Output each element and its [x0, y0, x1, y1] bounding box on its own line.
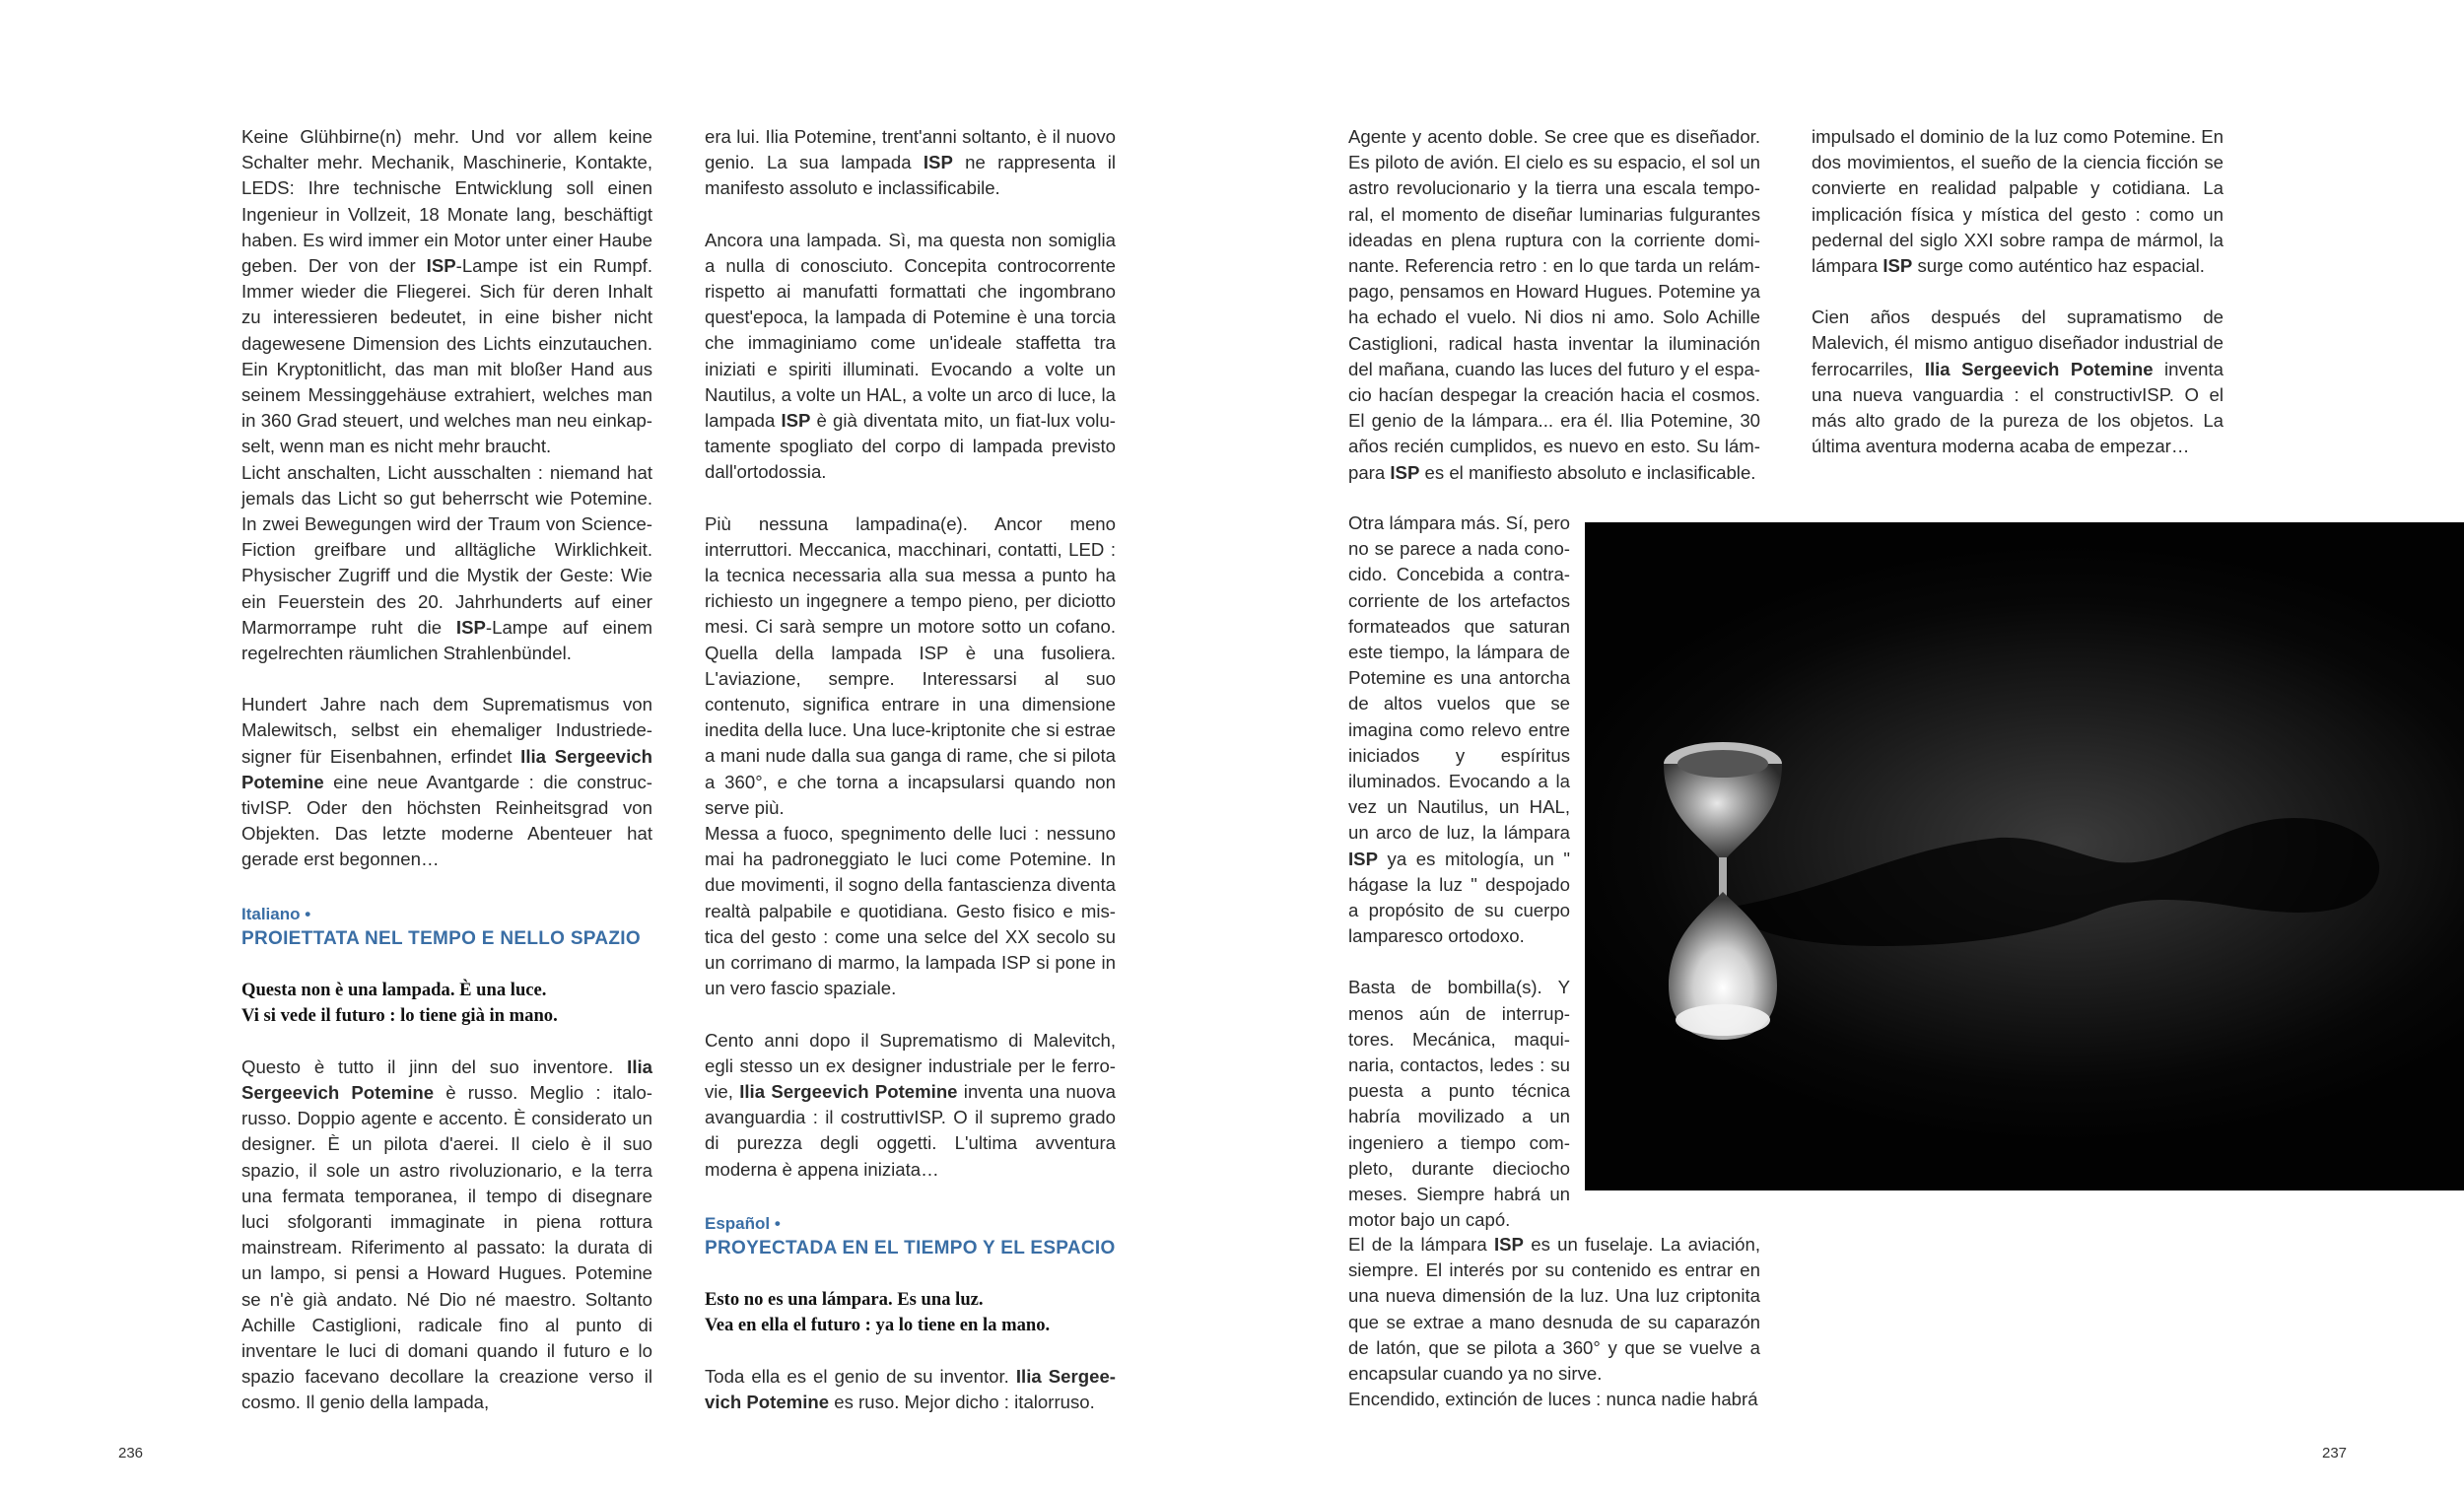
- section-title: PROYECTADA EN EL TIEMPO Y EL ESPACIO: [705, 1237, 1116, 1258]
- shadow: [1733, 818, 2379, 946]
- paragraph: Questo è tutto il jinn del suo inventore. Ilia Sergeevich Potemine è russo. Meglio : italo-russo. Doppio agente e accento. È considerato un designer. È un pilota d'aerei. Il cielo è il suo spazio, il sole un astro rivoluzionario, e la terra una fermata temporanea, il tempo di disegnare luci sfolgoranti immaginate in piena rottura mainstream. Riferimento al passato: la durata di un lampo, si pensi a Howard Hugues. Potemine se n'è già andato. Né Dio né maestro. Soltanto Achille Castiglioni, radicale fino al punto di inventare le luci di domani quando il futuro e lo spazio facevano decollare la creazione verso il cosmo. Il genio della lampada,: [241, 1055, 652, 1413]
- column-3-bottom: [1348, 1232, 1760, 1412]
- section-heading-italian: Italiano • PROIETTATA NEL TEMPO E NELLO SPAZIO: [241, 903, 652, 952]
- paragraph: Hundert Jahre nach dem Suprematismus von Malewitsch, selbst ein ehemaliger Industriedesigner für Eisenbahnen, erfindet Ilia Sergeevich Potemine eine neue Avantgarde : die constructivISP. Oder den höchsten Reinheitsgrad von Objekten. Das letzte moderne Abenteuer hat gerade erst begonnen…: [241, 694, 653, 870]
- paragraph: Keine Glühbirne(n) mehr. Und vor allem keine Schalter mehr. Mechanik, Maschinerie, Kontakte, LEDS: Ihre technische Entwicklung soll einen Ingenieur in Vollzeit, 18 Monate lang, beschäftigt haben. Es wird immer ein Motor unter einer Haube geben. Der von der ISP-Lampe ist ein Rumpf. Immer wieder die Fliegerei. Sich für deren Inhalt zu interessieren bedeutet, in eine bisher nicht dagewesene Dimension des Lichts einzutauchen. Ein Kryptonitlicht, das man mit bloßer Hand aus seinem Messinggehäuse extrahiert, welches man in 360 Grad steuert, und welches man neu einkapselt, wenn man es nicht mehr braucht.: [241, 126, 652, 457]
- paragraph: El de la lámpara ISP es un fuselaje. La aviación, siempre. El interés por su contenido es entrar en una nueva dimensión de la luz. Una luz criptonita que se extrae a mano desnuda de su caparazón de latón, que se pilota a 360° y que se vuelve a encapsular cuando ya no sirve.: [1348, 1234, 1760, 1385]
- paragraph: Toda ella es el genio de su inventor. Ilia Sergeevich Potemine es ruso. Mejor dicho : italorruso.: [705, 1365, 1116, 1412]
- page-number-right: 237: [2322, 1445, 2348, 1462]
- paragraph: Cento anni dopo il Suprematismo di Malevitch, egli stesso un ex designer industriale per le ferrovie, Ilia Sergeevich Potemine inventa una nuova avanguardia : il costruttivISP. O il supremo grado di purezza degli oggetti. L'ultima avventura moderna è appena iniziata…: [705, 1029, 1116, 1180]
- paragraph: Licht anschalten, Licht ausschalten : niemand hat jemals das Licht so gut beherrscht wie Potemine. In zwei Bewegungen wird der Traum von Science-Fiction greifbare und alltägliche Wirklichkeit. Physischer Zugriff und die Mystik der Geste: Wie ein Feuerstein des 20. Jahrhunderts auf einer Marmorrampe ruht die ISP-Lampe auf einem regelrechten räumlichen Strahlenbündel.: [241, 461, 652, 664]
- hourglass-icon: [1585, 522, 2464, 1190]
- paragraph: Encendido, extinción de luces : nunca nadie habrá: [1348, 1389, 1758, 1410]
- lead-quote: Esto no es una lámpara. Es una luz. Vea en ella el futuro : ya lo tiene en la mano.: [705, 1288, 1051, 1335]
- column-1: [241, 124, 652, 1442]
- paragraph: Cien años después del supramatismo de Malevich, él mismo antiguo diseñador industrial de ferrocarriles, Ilia Sergeevich Potemine inventa una nueva vanguardia : el constructivISP. O el más alto grado de la pureza de los objetos. La última aventura moderna acaba de empezar…: [1812, 306, 2224, 457]
- section-title: PROIETTATA NEL TEMPO E NELLO SPAZIO: [241, 927, 641, 949]
- column-3-narrow: [1348, 510, 1570, 1233]
- column-4: [1812, 124, 2224, 485]
- paragraph: impulsado el dominio de la luz como Potemine. En dos movimientos, el sueño de la ciencia ficción se convierte en realidad palpable y cotidiana. La implicación física y mística del gesto : como un pedernal del siglo XXI sobre rampa de mármol, la lámpara ISP surge como auténtico haz espacial.: [1812, 126, 2224, 277]
- paragraph: Ancora una lampada. Sì, ma questa non somiglia a nulla di conosciuto. Concepita controcorrente rispetto ai manufatti formattati che ingombrano quest'epoca, la lampada di Potemine è una torcia che immaginiamo come un'ideale staffetta tra iniziati e spiriti illuminati. Evocando a volte un Nautilus, a volte un HAL, a volte un arco di luce, la lampada ISP è già diventata mito, un fiat-lux volutamente spogliato del corpo di lampada previsto dall'ortodossia.: [705, 229, 1116, 483]
- paragraph: Otra lámpara más. Sí, pero no se parece a nada conocido. Concebida a contracorriente de los artefactos formateados que saturan este tiempo, la lámpara de Potemine es una antorcha de altos vuelos que se imagina como relevo entre iniciados y espíritus iluminados. Evocando a la vez un Nautilus, un HAL, un arco de luz, la lámpara ISP ya es mitología, un " hágase la luz " despojado a propósito de su cuerpo lamparesco ortodoxo.: [1348, 512, 1570, 947]
- language-label: Español: [705, 1213, 771, 1233]
- page-number-left: 236: [118, 1445, 144, 1462]
- hourglass-photo: [1585, 522, 2464, 1190]
- top-opening: [1677, 750, 1768, 778]
- paragraph: Più nessuna lampadina(e). Ancor meno interruttori. Meccanica, macchinari, contatti, LED : la tecnica necessaria alla sua messa a punto ha richiesto un ingegnere a tempo pieno, per diciotto mesi. Ci sarà sempre un motore sotto un cofano. Quella della lampada ISP è una fusoliera. L'aviazione, sempre. Interessarsi al suo contenuto, significa entrare in una dimensione inedita della luce. Una luce-kriptonite che si estrae a mani nude dalla sua ganga di rame, che si pilota a 360°, e che torna a incapsularsi quando non serve più.: [705, 512, 1116, 818]
- paragraph: Basta de bombilla(s). Y menos aún de interruptores. Mecánica, maquinaria, contactos, ledes : su puesta a punto técnica habría movilizado a un ingeniero a tiempo completo, durante dieciocho meses. Siempre habrá un motor bajo un capó.: [1348, 977, 1570, 1231]
- paragraph: era lui. Ilia Potemine, trent'anni soltanto, è il nuovo genio. La sua lampada ISP ne rappresenta il manifesto assoluto e inclassificabile.: [705, 126, 1116, 199]
- paragraph: Agente y acento doble. Se cree que es diseñador. Es piloto de avión. El cielo es su espacio, el sol un astro revolucionario y la tierra una escala temporal, el momento de diseñar luminarias fulgurantes ideadas en plena ruptura con la corriente dominante. Referencia retro : en lo que tarda un relámpago, pensamos en Howard Hugues. Potemine ya ha echado el vuelo. Ni dios ni amo. Solo Achille Castiglioni, radical hasta inventar la iluminación del mañana, cuando las luces del futuro y el espacio hacían despegar la creación hacia el cosmos. El genio de la lámpara... era él. Ilia Potemine, 30 años recién cumplidos, es nuevo en esto. Su lámpara ISP es el manifiesto absoluto e inclasificable.: [1348, 126, 1760, 483]
- sand-pile: [1676, 1004, 1770, 1036]
- top-bulb: [1664, 764, 1782, 862]
- language-label: Italiano: [241, 904, 301, 923]
- section-heading-spanish: Español • PROYECTADA EN EL TIEMPO Y EL ESPACIO: [705, 1212, 1116, 1261]
- column-3-top: [1348, 124, 1760, 511]
- column-2: [705, 124, 1116, 1441]
- neck: [1719, 857, 1727, 897]
- lead-quote: Questa non è una lampada. È una luce. Vi si vede il futuro : lo tiene già in mano.: [241, 979, 558, 1026]
- paragraph: Messa a fuoco, spegnimento delle luci : nessuno mai ha padroneggiato le luci come Potemine. In due movimenti, il sogno della fantascienza diventa realtà palpabile e quotidiana. Gesto fisico e mistica del gesto : come una selce del XX secolo su un corrimano di marmo, la lampada ISP si pone in un vero fascio spaziale.: [705, 823, 1116, 999]
